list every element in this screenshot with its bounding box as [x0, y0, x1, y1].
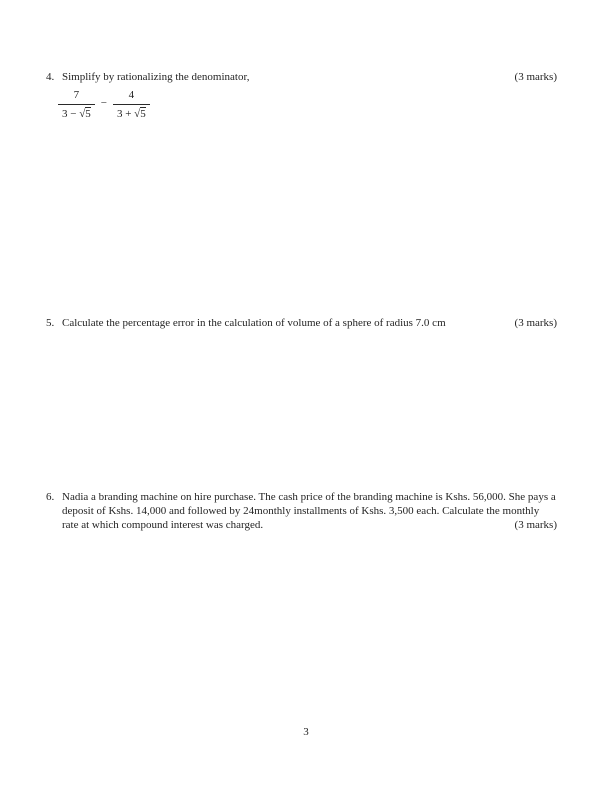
question-4 — [46, 70, 557, 121]
question-4-number: 4. — [46, 71, 55, 83]
question-6-row — [46, 490, 557, 532]
question-4-marks: (3 marks) — [514, 71, 557, 83]
fraction-1-denominator-text: 3 − √ — [62, 108, 86, 120]
fraction-2-denominator-text: 3 + √ — [116, 108, 141, 120]
fraction-1-radicand: 5 — [85, 108, 91, 120]
question-5-row — [46, 316, 557, 330]
question-5-number: 5. — [46, 317, 55, 329]
fraction-1-denominator — [58, 104, 95, 121]
page-number: 3 — [303, 726, 309, 738]
question-4-text: Simplify by rationalizing the denominator, — [62, 71, 250, 83]
question-6-number: 6. — [46, 491, 55, 503]
question-4-math-expression — [58, 88, 150, 121]
fraction-1-numerator: 7 — [73, 89, 80, 101]
question-5 — [46, 316, 557, 330]
fraction-2-numerator: 4 — [128, 89, 135, 101]
question-6 — [46, 490, 557, 532]
question-5-text: Calculate the percentage error in the calculation of volume of a sphere of radius 7.0 cm — [62, 317, 446, 329]
minus-operator: − — [100, 96, 107, 109]
fraction-2-radicand: 5 — [140, 108, 146, 120]
question-6-text: Nadia a branding machine on hire purchase. The cash price of the branding machine is Kshs. 56,000. She pays a deposit of Kshs. 14,000 and followed by 24monthly installments of Kshs. 3,500 each. Calculate the monthly rate at which compound interest was charged. — [62, 491, 556, 531]
question-4-row — [46, 70, 557, 84]
question-6-marks: (3 marks) — [514, 519, 557, 531]
question-5-marks: (3 marks) — [514, 317, 557, 329]
fraction-1 — [58, 88, 95, 121]
fraction-2-denominator — [113, 104, 150, 121]
fraction-2 — [113, 88, 150, 121]
